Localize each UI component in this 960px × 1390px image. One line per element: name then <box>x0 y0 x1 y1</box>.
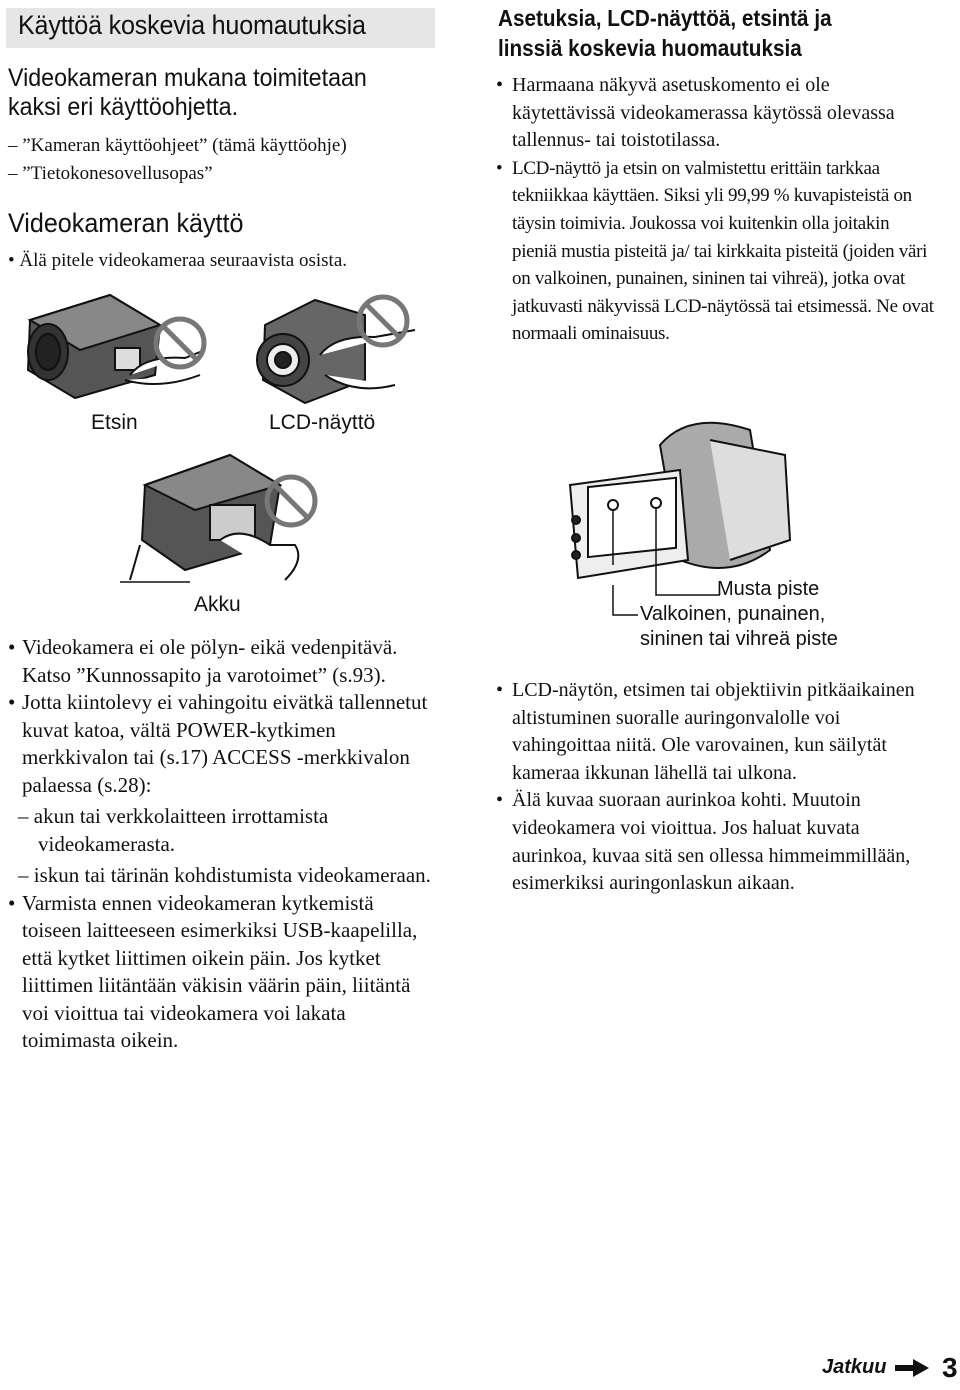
right-bullet-list-top <box>496 72 936 348</box>
left-bullet-list <box>8 634 438 1055</box>
list-item: • Älä kuvaa suoraan aurinkoa kohti. Muutoin videokamera voi vioittua. Jos haluat kuvata aurinkoa, kuvaa sitä sen ollessa himmeimmillään, esimerkiksi auringonlaskun aikaan. <box>496 789 911 895</box>
camera-open-lcd-illustration <box>560 410 800 585</box>
label-bright-pixel-line2: sininen tai vihreä piste <box>640 628 838 650</box>
intro-bullet: • Älä pitele videokameraa seuraavista osista. <box>8 250 348 271</box>
right-bullet-list-bottom <box>496 677 936 898</box>
label-lcd: LCD-näyttö <box>269 411 376 434</box>
label-bright-pixel-line1: Valkoinen, punainen, <box>640 603 826 625</box>
label-etsin: Etsin <box>91 411 138 434</box>
right-arrow-icon <box>895 1358 931 1378</box>
prohibited-icon <box>152 315 208 371</box>
subheading-usage: Videokameran käyttö <box>8 208 244 238</box>
sub-list-item: – akun tai verkkolaitteen irrottamista videokamerasta. <box>18 804 329 856</box>
sub-list-item: – iskun tai tärinän kohdistumista videokameraan. <box>18 863 431 887</box>
label-akku: Akku <box>194 593 241 616</box>
list-item: • Jotta kiintolevy ei vahingoitu eivätkä tallennetut kuvat katoa, vältä POWER-kytkimen merkkivalon tai (s.17) ACCESS -merkkivalon palaessa (s.28): <box>8 690 428 797</box>
list-item: • LCD-näytön, etsimen tai objektiivin pitkäaikainen altistuminen suoralle auringonvalolle voi vahingoittaa niitä. Ole varovainen, kun säilytät kameraa ikkunan lähellä tai ulkona. <box>496 679 915 784</box>
prohibited-icon <box>355 293 411 349</box>
list-item: • LCD-näyttö ja etsin on valmistettu erittäin tarkkaa tekniikkaa käyttäen. Siksi yli 99,99 % kuvapisteistä on täysin toimivia. Joukossa voi kuitenkin olla joitakin pieniä mustia pisteitä ja/ tai kirkkaita pisteitä (joiden väri on valkoinen, punainen, sininen tai vihreä), jotka ovat jatkuvasti näkyvissä LCD-näytössä tai etsimessä. Ne ovat normaali ominaisuus. <box>496 157 934 345</box>
list-item: • Harmaana näkyvä asetuskomento ei ole käytettävissä videokamerassa käytössä olevassa tallennus- tai toistotilassa. <box>496 74 895 152</box>
list-item: • Videokamera ei ole pölyn- eikä vedenpitävä. Katso ”Kunnossapito ja varotoimet” (s.93). <box>8 635 398 687</box>
dash-item-pc-guide: – ”Tietokonesovellusopas” <box>8 163 213 184</box>
label-black-pixel: Musta piste <box>717 578 820 600</box>
dash-item-camera-manual: – ”Kameran käyttöohjeet” (tämä käyttöohje) <box>8 135 347 156</box>
section-title: Käyttöä koskevia huomautuksia <box>18 10 366 40</box>
continue-label: Jatkuu <box>822 1356 887 1378</box>
akku-leader-line <box>120 580 200 600</box>
subheading-manuals: Videokameran mukana toimitetaan kaksi eri käyttöohjetta. <box>8 64 367 121</box>
prohibited-icon <box>263 473 319 529</box>
page-number: 3 <box>942 1352 958 1383</box>
list-item: • Varmista ennen videokameran kytkemistä toiseen laitteeseen esimerkiksi USB-kaapelilla, että kytket liittimen oikein päin. Jos kytket liittimen liitäntään väkisin väärin päin, liitäntä voi vioittua tai videokamera voi lakata toimimasta oikein. <box>8 890 418 1052</box>
right-section-title: Asetuksia, LCD-näyttöä, etsintä ja linssiä koskevia huomautuksia <box>498 5 832 61</box>
